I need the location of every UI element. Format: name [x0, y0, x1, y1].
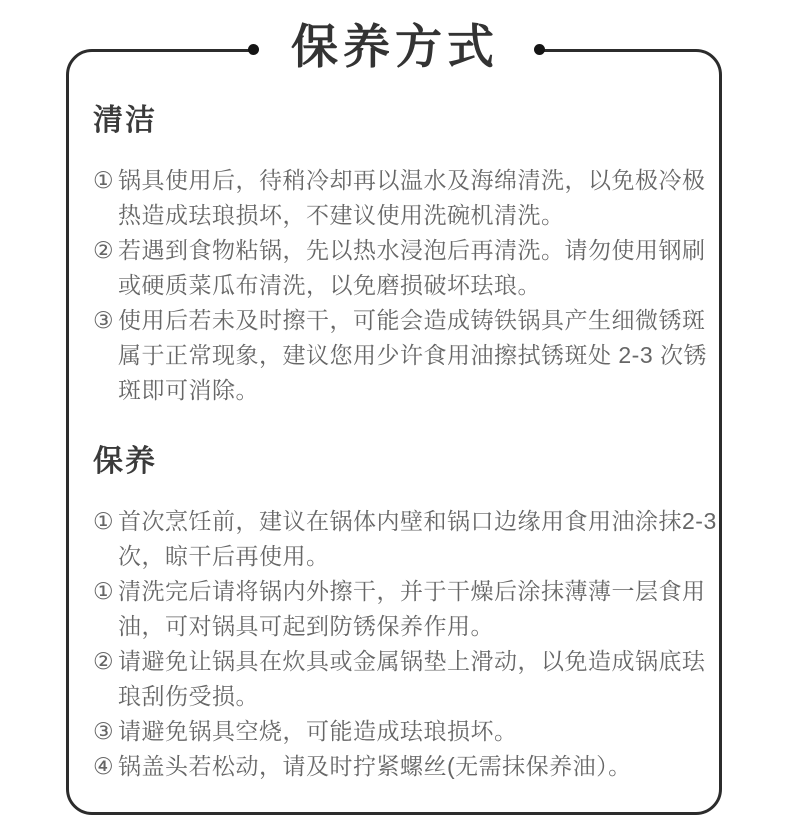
item-text: 请避免锅具空烧，可能造成珐琅损坏。 — [118, 718, 518, 744]
item-marker: ④ — [93, 753, 115, 779]
care-instructions-content — [93, 95, 718, 784]
item-marker: ① — [93, 508, 115, 534]
item-marker: ③ — [93, 307, 115, 333]
item-text: 清洗完后请将锅内外擦干，并于干燥后涂抹薄薄一层食用油，可对锅具可起到防锈保养作用。 — [118, 578, 706, 639]
item-text: 请避免让锅具在炊具或金属锅垫上滑动，以免造成锅底珐琅刮伤受损。 — [118, 648, 706, 709]
list-item — [93, 303, 718, 408]
list-item — [93, 163, 718, 233]
item-text: 若遇到食物粘锅，先以热水浸泡后再清洗。请勿使用钢刷或硬质菜瓜布清洗，以免磨损破坏珐琅。 — [118, 237, 706, 298]
item-text: 使用后若未及时擦干，可能会造成铸铁锅具产生细微锈斑属于正常现象，建议您用少许食用油擦拭锈斑处 2-3 次锈斑即可消除。 — [118, 307, 708, 403]
section-cleaning — [93, 95, 718, 408]
item-marker: ③ — [93, 718, 115, 744]
section-heading-cleaning: 清洁 — [93, 104, 157, 137]
item-text: 锅具使用后，待稍冷却再以温水及海绵清洗，以免极冷极热造成珐琅损坏，不建议使用洗碗机清洗。 — [118, 167, 706, 228]
list-item — [93, 233, 718, 303]
item-text: 锅盖头若松动，请及时拧紧螺丝(无需抹保养油）。 — [118, 753, 632, 779]
title-dot-right-icon — [534, 44, 545, 55]
item-marker: ② — [93, 237, 115, 263]
list-item — [93, 504, 718, 574]
item-marker: ① — [93, 578, 115, 604]
page-title: 保养方式 — [291, 20, 499, 73]
list-item — [93, 749, 718, 784]
list-item — [93, 644, 718, 714]
list-item — [93, 574, 718, 644]
list-item — [93, 714, 718, 749]
section-heading-maintenance: 保养 — [93, 445, 157, 478]
section-maintenance — [93, 436, 718, 784]
item-text: 首次烹饪前，建议在锅体内壁和锅口边缘用食用油涂抹2-3次，晾干后再使用。 — [118, 508, 717, 569]
item-marker: ① — [93, 167, 115, 193]
item-marker: ② — [93, 648, 115, 674]
